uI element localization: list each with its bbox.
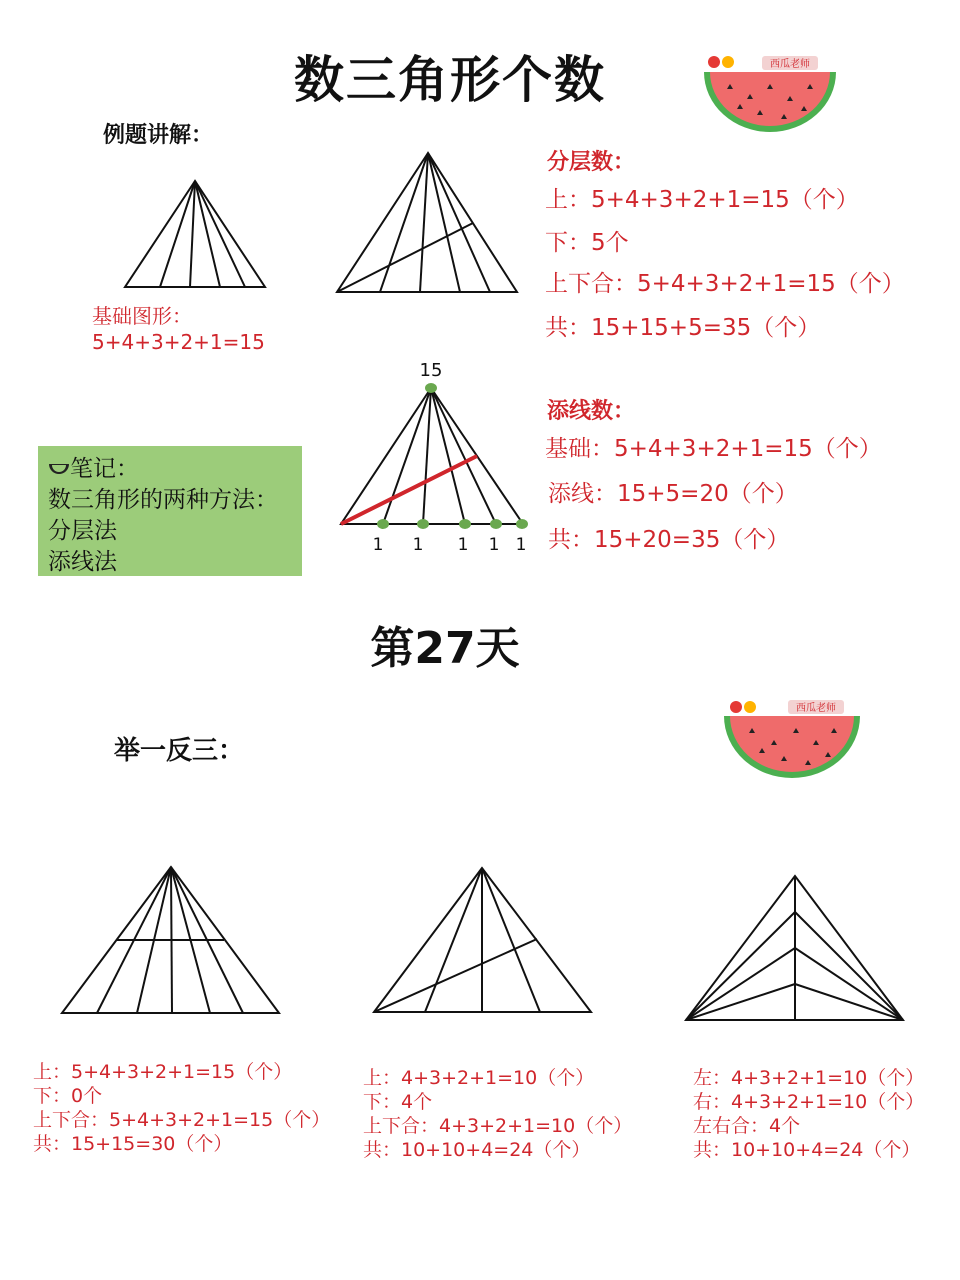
answer-line: 左：4+3+2+1=10（个）: [693, 1067, 925, 1089]
practice-answer-2: [363, 1066, 632, 1162]
base-caption-line-1: 基础图形：: [92, 304, 192, 328]
line-method-line: 基础：5+4+3+2+1=15（个）: [545, 436, 882, 462]
note-title-row: [48, 454, 292, 485]
base-number: 1: [515, 535, 527, 555]
note-box: [38, 446, 302, 576]
line-method-line: 添线：15+5=20（个）: [548, 481, 798, 507]
practice-answer-3: [693, 1066, 924, 1162]
layer-line: 上：5+4+3+2+1=15（个）: [545, 187, 859, 213]
base-caption-line-2: 5+4+3+2+1=15: [92, 330, 265, 354]
answer-line: 左右合：4个: [693, 1115, 801, 1137]
base-dot: [417, 519, 429, 529]
page-title: 数三角形个数: [294, 51, 606, 109]
watermelon-icon: [48, 463, 70, 477]
base-number: 1: [457, 535, 469, 555]
layer-line: 下：5个: [545, 230, 629, 256]
base-number: 1: [488, 535, 500, 555]
answer-line: 上：5+4+3+2+1=15（个）: [33, 1061, 293, 1083]
answer-line: 共：10+10+4=24（个）: [693, 1139, 921, 1161]
watermelon-logo: [722, 690, 862, 782]
note-line: 添线法: [48, 549, 117, 575]
base-number: 1: [412, 535, 424, 555]
logo-text: 西瓜老师: [796, 703, 836, 714]
base-dot: [516, 519, 528, 529]
answer-line: 下：4个: [363, 1091, 433, 1113]
logo-text: 西瓜老师: [770, 59, 810, 70]
line-method-heading: 添线数：: [547, 399, 636, 424]
note-line: 分层法: [48, 518, 117, 544]
example-label: 例题讲解：: [103, 123, 214, 148]
line-method-line: 共：15+20=35（个）: [548, 527, 790, 553]
layer-method-heading: 分层数：: [547, 150, 636, 175]
answer-line: 上：4+3+2+1=10（个）: [363, 1067, 595, 1089]
apex-number: 15: [419, 360, 443, 381]
answer-line: 上下合：5+4+3+2+1=15（个）: [33, 1109, 331, 1131]
note-line: 笔记：: [70, 456, 139, 482]
layer-line: 共：15+15+5=35（个）: [545, 315, 821, 341]
practice-label: 举一反三：: [114, 736, 245, 766]
base-dot: [490, 519, 502, 529]
layer-line: 上下合：5+4+3+2+1=15（个）: [545, 271, 905, 297]
answer-line: 上下合：4+3+2+1=10（个）: [363, 1115, 633, 1137]
answer-line: 下：0个: [33, 1085, 103, 1107]
day-title: 第27天: [370, 623, 520, 674]
note-line: 数三角形的两种方法：: [48, 487, 278, 513]
answer-line: 共：10+10+4=24（个）: [363, 1139, 591, 1161]
answer-line: 共：15+15=30（个）: [33, 1133, 233, 1155]
base-dot: [377, 519, 389, 529]
base-dot: [459, 519, 471, 529]
practice-answer-1: [33, 1060, 330, 1156]
answer-line: 右：4+3+2+1=10（个）: [693, 1091, 925, 1113]
apex-dot: [425, 383, 437, 393]
base-number: 1: [372, 535, 384, 555]
